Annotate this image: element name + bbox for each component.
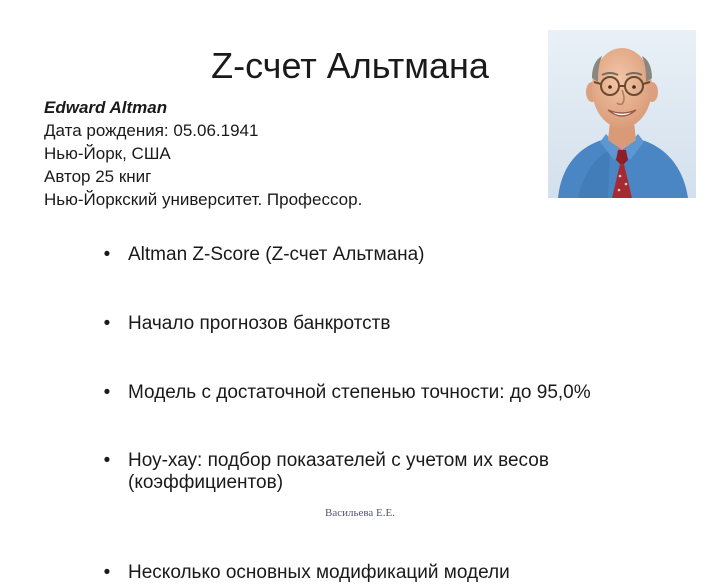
portrait-photo xyxy=(548,30,696,198)
list-item xyxy=(100,562,700,584)
bio-block xyxy=(44,96,524,211)
bullet-text: Начало прогнозов банкротств xyxy=(128,313,391,334)
list-item xyxy=(100,313,700,335)
bullet-text: Altman Z-Score (Z-счет Альтмана) xyxy=(128,244,425,265)
bullet-text: Несколько основных модификаций модели xyxy=(128,562,510,583)
bullet-marker: • xyxy=(103,562,111,583)
list-item xyxy=(100,450,688,494)
list-item xyxy=(100,244,700,266)
books-count: Автор 25 книг xyxy=(44,167,152,186)
bullet-text: Модель с достаточной степенью точности: до 95,0% xyxy=(128,382,591,403)
bullet-marker: • xyxy=(103,382,111,403)
bullet-marker: • xyxy=(103,450,111,471)
slide-title: Z-счет Альтмана xyxy=(211,45,489,86)
birth-city: Нью-Йорк, США xyxy=(44,144,171,163)
bullet-marker: • xyxy=(103,244,111,265)
bullet-text: Ноу-хау: подбор показателей с учетом их весов (коэффициентов) xyxy=(128,450,549,493)
bullet-marker: • xyxy=(103,313,111,334)
author-footer: Васильева Е.Е. xyxy=(325,507,395,519)
academic-position: Нью-Йоркский университет. Профессор. xyxy=(44,190,363,209)
list-item xyxy=(100,382,700,404)
portrait-illustration xyxy=(548,30,696,198)
person-name: Edward Altman xyxy=(44,98,168,117)
birth-date: Дата рождения: 05.06.1941 xyxy=(44,121,259,140)
